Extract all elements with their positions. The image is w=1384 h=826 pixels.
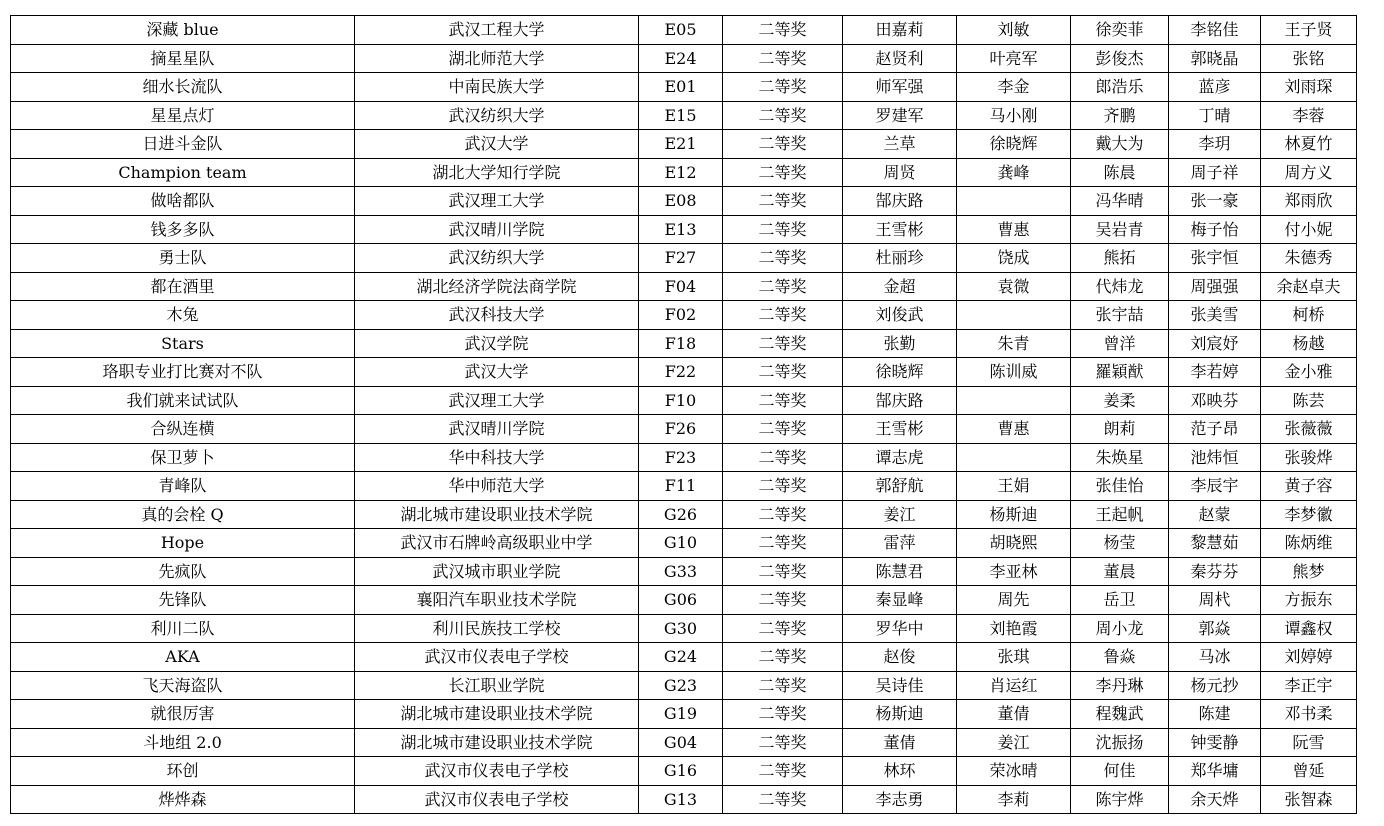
advisor-2-cell: 袁微 (957, 272, 1071, 301)
advisor-2-cell: 姜江 (957, 728, 1071, 757)
member-2-cell: 秦芬芬 (1169, 557, 1261, 586)
member-2-cell: 黎慧茹 (1169, 529, 1261, 558)
award-cell: 二等奖 (723, 101, 843, 130)
member-1-cell: 代炜龙 (1071, 272, 1169, 301)
school-cell: 武汉晴川学院 (355, 415, 639, 444)
member-2-cell: 陈建 (1169, 700, 1261, 729)
member-1-cell: 熊拓 (1071, 244, 1169, 273)
advisor-2-cell: 曹惠 (957, 415, 1071, 444)
member-3-cell: 熊梦 (1261, 557, 1357, 586)
advisor-1-cell: 李志勇 (843, 785, 957, 814)
team-code-cell: E15 (639, 101, 723, 130)
member-2-cell: 郭焱 (1169, 614, 1261, 643)
award-cell: 二等奖 (723, 443, 843, 472)
award-cell: 二等奖 (723, 130, 843, 159)
member-1-cell: 张佳怡 (1071, 472, 1169, 501)
table-row (11, 101, 1357, 130)
school-cell: 武汉工程大学 (355, 16, 639, 45)
member-2-cell: 钟雯静 (1169, 728, 1261, 757)
member-1-cell: 董晨 (1071, 557, 1169, 586)
member-1-cell: 何佳 (1071, 757, 1169, 786)
member-1-cell: 陈宇烨 (1071, 785, 1169, 814)
member-1-cell: 沈振扬 (1071, 728, 1169, 757)
team-code-cell: E24 (639, 44, 723, 73)
member-3-cell: 邓书柔 (1261, 700, 1357, 729)
member-1-cell: 徐奕菲 (1071, 16, 1169, 45)
table-row (11, 130, 1357, 159)
school-cell: 湖北城市建设职业技术学院 (355, 700, 639, 729)
team-code-cell: G26 (639, 500, 723, 529)
member-3-cell: 金小雅 (1261, 358, 1357, 387)
award-cell: 二等奖 (723, 358, 843, 387)
advisor-1-cell: 张勤 (843, 329, 957, 358)
table-row (11, 244, 1357, 273)
school-cell: 华中师范大学 (355, 472, 639, 501)
table-row (11, 785, 1357, 814)
member-3-cell: 张骏烨 (1261, 443, 1357, 472)
member-3-cell: 张智森 (1261, 785, 1357, 814)
team-code-cell: G24 (639, 643, 723, 672)
advisor-2-cell (957, 301, 1071, 330)
advisor-2-cell: 徐晓辉 (957, 130, 1071, 159)
member-3-cell: 刘婷婷 (1261, 643, 1357, 672)
table-row (11, 757, 1357, 786)
award-cell: 二等奖 (723, 757, 843, 786)
table-row (11, 728, 1357, 757)
team-name-cell: 烨烨森 (11, 785, 355, 814)
advisor-1-cell: 罗建军 (843, 101, 957, 130)
school-cell: 武汉理工大学 (355, 187, 639, 216)
school-cell: 武汉学院 (355, 329, 639, 358)
table-row (11, 187, 1357, 216)
advisor-1-cell: 赵贤利 (843, 44, 957, 73)
table-row (11, 386, 1357, 415)
member-2-cell: 余天烨 (1169, 785, 1261, 814)
advisor-1-cell: 吴诗佳 (843, 671, 957, 700)
table-row (11, 500, 1357, 529)
team-code-cell: G06 (639, 586, 723, 615)
member-1-cell: 戴大为 (1071, 130, 1169, 159)
table-row (11, 16, 1357, 45)
member-3-cell: 黄子容 (1261, 472, 1357, 501)
team-code-cell: E21 (639, 130, 723, 159)
team-name-cell: 斗地组 2.0 (11, 728, 355, 757)
award-cell: 二等奖 (723, 728, 843, 757)
table-row (11, 215, 1357, 244)
team-name-cell: 合纵连横 (11, 415, 355, 444)
advisor-2-cell (957, 443, 1071, 472)
member-1-cell: 张宇喆 (1071, 301, 1169, 330)
awards-table (10, 15, 1357, 814)
team-name-cell: Stars (11, 329, 355, 358)
advisor-1-cell: 杜丽珍 (843, 244, 957, 273)
school-cell: 武汉市仪表电子学校 (355, 785, 639, 814)
member-3-cell: 周方义 (1261, 158, 1357, 187)
team-name-cell: Hope (11, 529, 355, 558)
member-3-cell: 付小妮 (1261, 215, 1357, 244)
team-code-cell: G19 (639, 700, 723, 729)
team-code-cell: F11 (639, 472, 723, 501)
school-cell: 湖北城市建设职业技术学院 (355, 500, 639, 529)
school-cell: 武汉大学 (355, 358, 639, 387)
member-2-cell: 刘宸妤 (1169, 329, 1261, 358)
member-3-cell: 李梦徽 (1261, 500, 1357, 529)
advisor-1-cell: 王雪彬 (843, 215, 957, 244)
team-name-cell: 我们就来试试队 (11, 386, 355, 415)
team-code-cell: F02 (639, 301, 723, 330)
member-1-cell: 冯华晴 (1071, 187, 1169, 216)
member-3-cell: 王子贤 (1261, 16, 1357, 45)
advisor-2-cell: 张琪 (957, 643, 1071, 672)
member-3-cell: 郑雨欣 (1261, 187, 1357, 216)
school-cell: 湖北师范大学 (355, 44, 639, 73)
member-2-cell: 梅子怡 (1169, 215, 1261, 244)
member-1-cell: 彭俊杰 (1071, 44, 1169, 73)
member-2-cell: 李若婷 (1169, 358, 1261, 387)
school-cell: 武汉大学 (355, 130, 639, 159)
awards-sheet (10, 15, 1357, 814)
school-cell: 湖北经济学院法商学院 (355, 272, 639, 301)
school-cell: 华中科技大学 (355, 443, 639, 472)
member-3-cell: 陈芸 (1261, 386, 1357, 415)
member-1-cell: 曾洋 (1071, 329, 1169, 358)
advisor-1-cell: 郜庆路 (843, 187, 957, 216)
advisor-1-cell: 雷萍 (843, 529, 957, 558)
award-cell: 二等奖 (723, 272, 843, 301)
school-cell: 湖北大学知行学院 (355, 158, 639, 187)
team-name-cell: AKA (11, 643, 355, 672)
table-row (11, 586, 1357, 615)
team-name-cell: 日进斗金队 (11, 130, 355, 159)
member-3-cell: 李正宇 (1261, 671, 1357, 700)
member-3-cell: 阮雪 (1261, 728, 1357, 757)
member-1-cell: 程魏武 (1071, 700, 1169, 729)
team-code-cell: F22 (639, 358, 723, 387)
member-3-cell: 张薇薇 (1261, 415, 1357, 444)
advisor-1-cell: 谭志虎 (843, 443, 957, 472)
advisor-2-cell (957, 386, 1071, 415)
table-row (11, 443, 1357, 472)
advisor-1-cell: 陈慧君 (843, 557, 957, 586)
team-code-cell: G23 (639, 671, 723, 700)
member-3-cell: 柯桥 (1261, 301, 1357, 330)
member-3-cell: 刘雨琛 (1261, 73, 1357, 102)
member-3-cell: 杨越 (1261, 329, 1357, 358)
school-cell: 武汉市仪表电子学校 (355, 757, 639, 786)
team-name-cell: 真的会栓 Q (11, 500, 355, 529)
advisor-1-cell: 郭舒航 (843, 472, 957, 501)
advisor-1-cell: 罗华中 (843, 614, 957, 643)
advisor-2-cell: 李金 (957, 73, 1071, 102)
advisor-2-cell: 饶成 (957, 244, 1071, 273)
table-row (11, 301, 1357, 330)
member-2-cell: 范子昂 (1169, 415, 1261, 444)
member-2-cell: 丁晴 (1169, 101, 1261, 130)
team-name-cell: 摘星星队 (11, 44, 355, 73)
award-cell: 二等奖 (723, 643, 843, 672)
team-name-cell: 深藏 blue (11, 16, 355, 45)
team-code-cell: G04 (639, 728, 723, 757)
advisor-1-cell: 徐晓辉 (843, 358, 957, 387)
award-cell: 二等奖 (723, 73, 843, 102)
member-3-cell: 朱德秀 (1261, 244, 1357, 273)
member-2-cell: 郑华墉 (1169, 757, 1261, 786)
table-row (11, 272, 1357, 301)
award-cell: 二等奖 (723, 386, 843, 415)
award-cell: 二等奖 (723, 158, 843, 187)
team-name-cell: 木兔 (11, 301, 355, 330)
team-name-cell: Champion team (11, 158, 355, 187)
advisor-2-cell: 陈训威 (957, 358, 1071, 387)
advisor-1-cell: 杨斯迪 (843, 700, 957, 729)
member-3-cell: 余赵卓夫 (1261, 272, 1357, 301)
member-1-cell: 朱焕星 (1071, 443, 1169, 472)
table-row (11, 472, 1357, 501)
team-code-cell: G30 (639, 614, 723, 643)
team-code-cell: G13 (639, 785, 723, 814)
school-cell: 中南民族大学 (355, 73, 639, 102)
award-cell: 二等奖 (723, 500, 843, 529)
team-code-cell: G16 (639, 757, 723, 786)
table-row (11, 158, 1357, 187)
member-2-cell: 邓映芬 (1169, 386, 1261, 415)
advisor-1-cell: 林环 (843, 757, 957, 786)
member-1-cell: 齐鹏 (1071, 101, 1169, 130)
team-code-cell: F18 (639, 329, 723, 358)
advisor-1-cell: 赵俊 (843, 643, 957, 672)
table-row (11, 44, 1357, 73)
table-row (11, 73, 1357, 102)
advisor-2-cell: 胡晓熙 (957, 529, 1071, 558)
advisor-1-cell: 王雪彬 (843, 415, 957, 444)
team-name-cell: 勇士队 (11, 244, 355, 273)
award-cell: 二等奖 (723, 529, 843, 558)
advisor-2-cell: 王娟 (957, 472, 1071, 501)
member-2-cell: 周子祥 (1169, 158, 1261, 187)
advisor-1-cell: 董倩 (843, 728, 957, 757)
member-1-cell: 周小龙 (1071, 614, 1169, 643)
member-1-cell: 李丹琳 (1071, 671, 1169, 700)
member-2-cell: 蓝彦 (1169, 73, 1261, 102)
team-code-cell: E05 (639, 16, 723, 45)
award-cell: 二等奖 (723, 557, 843, 586)
award-cell: 二等奖 (723, 215, 843, 244)
award-cell: 二等奖 (723, 44, 843, 73)
team-name-cell: 就很厉害 (11, 700, 355, 729)
school-cell: 武汉晴川学院 (355, 215, 639, 244)
team-name-cell: 都在酒里 (11, 272, 355, 301)
advisor-2-cell: 叶亮军 (957, 44, 1071, 73)
member-1-cell: 姜柔 (1071, 386, 1169, 415)
table-row (11, 329, 1357, 358)
team-code-cell: E01 (639, 73, 723, 102)
award-cell: 二等奖 (723, 301, 843, 330)
table-row (11, 671, 1357, 700)
advisor-1-cell: 郜庆路 (843, 386, 957, 415)
member-1-cell: 郎浩乐 (1071, 73, 1169, 102)
school-cell: 利川民族技工学校 (355, 614, 639, 643)
member-3-cell: 林夏竹 (1261, 130, 1357, 159)
member-2-cell: 周杙 (1169, 586, 1261, 615)
member-3-cell: 谭鑫权 (1261, 614, 1357, 643)
advisor-2-cell: 刘艳霞 (957, 614, 1071, 643)
award-cell: 二等奖 (723, 472, 843, 501)
advisor-1-cell: 姜江 (843, 500, 957, 529)
team-name-cell: 青峰队 (11, 472, 355, 501)
member-1-cell: 王起帆 (1071, 500, 1169, 529)
school-cell: 湖北城市建设职业技术学院 (355, 728, 639, 757)
school-cell: 武汉理工大学 (355, 386, 639, 415)
team-name-cell: 细水长流队 (11, 73, 355, 102)
award-cell: 二等奖 (723, 785, 843, 814)
award-cell: 二等奖 (723, 700, 843, 729)
advisor-2-cell: 刘敏 (957, 16, 1071, 45)
award-cell: 二等奖 (723, 671, 843, 700)
team-code-cell: E08 (639, 187, 723, 216)
team-code-cell: F04 (639, 272, 723, 301)
member-1-cell: 岳卫 (1071, 586, 1169, 615)
member-2-cell: 李玥 (1169, 130, 1261, 159)
team-name-cell: 飞天海盗队 (11, 671, 355, 700)
member-2-cell: 李辰宇 (1169, 472, 1261, 501)
member-1-cell: 朗莉 (1071, 415, 1169, 444)
advisor-2-cell: 龚峰 (957, 158, 1071, 187)
award-cell: 二等奖 (723, 16, 843, 45)
team-code-cell: E13 (639, 215, 723, 244)
team-code-cell: F10 (639, 386, 723, 415)
member-2-cell: 张美雪 (1169, 301, 1261, 330)
table-row (11, 700, 1357, 729)
member-3-cell: 李蓉 (1261, 101, 1357, 130)
school-cell: 武汉科技大学 (355, 301, 639, 330)
team-code-cell: F23 (639, 443, 723, 472)
team-name-cell: 先疯队 (11, 557, 355, 586)
team-code-cell: F27 (639, 244, 723, 273)
award-cell: 二等奖 (723, 329, 843, 358)
advisor-2-cell: 李莉 (957, 785, 1071, 814)
table-row (11, 557, 1357, 586)
award-cell: 二等奖 (723, 614, 843, 643)
team-code-cell: G33 (639, 557, 723, 586)
award-cell: 二等奖 (723, 415, 843, 444)
team-name-cell: 环创 (11, 757, 355, 786)
school-cell: 长江职业学院 (355, 671, 639, 700)
school-cell: 襄阳汽车职业技术学院 (355, 586, 639, 615)
award-cell: 二等奖 (723, 244, 843, 273)
advisor-2-cell: 董倩 (957, 700, 1071, 729)
member-2-cell: 马冰 (1169, 643, 1261, 672)
team-name-cell: 先锋队 (11, 586, 355, 615)
table-row (11, 358, 1357, 387)
school-cell: 武汉市仪表电子学校 (355, 643, 639, 672)
member-2-cell: 张一豪 (1169, 187, 1261, 216)
advisor-2-cell: 杨斯迪 (957, 500, 1071, 529)
team-code-cell: F26 (639, 415, 723, 444)
member-1-cell: 羅穎猷 (1071, 358, 1169, 387)
member-2-cell: 杨元抄 (1169, 671, 1261, 700)
member-2-cell: 周强强 (1169, 272, 1261, 301)
advisor-2-cell: 马小刚 (957, 101, 1071, 130)
school-cell: 武汉市石牌岭高级职业中学 (355, 529, 639, 558)
advisor-1-cell: 金超 (843, 272, 957, 301)
team-name-cell: 保卫萝卜 (11, 443, 355, 472)
advisor-2-cell: 朱青 (957, 329, 1071, 358)
advisor-1-cell: 刘俊武 (843, 301, 957, 330)
member-1-cell: 陈晨 (1071, 158, 1169, 187)
member-3-cell: 张铭 (1261, 44, 1357, 73)
advisor-2-cell: 荣冰晴 (957, 757, 1071, 786)
team-code-cell: G10 (639, 529, 723, 558)
advisor-2-cell: 周先 (957, 586, 1071, 615)
school-cell: 武汉城市职业学院 (355, 557, 639, 586)
table-row (11, 643, 1357, 672)
member-3-cell: 曾延 (1261, 757, 1357, 786)
member-2-cell: 郭晓晶 (1169, 44, 1261, 73)
team-name-cell: 利川二队 (11, 614, 355, 643)
award-cell: 二等奖 (723, 586, 843, 615)
member-3-cell: 方振东 (1261, 586, 1357, 615)
member-2-cell: 李铭佳 (1169, 16, 1261, 45)
member-2-cell: 赵蒙 (1169, 500, 1261, 529)
team-name-cell: 做啥都队 (11, 187, 355, 216)
table-row (11, 415, 1357, 444)
advisor-2-cell: 李亚林 (957, 557, 1071, 586)
member-2-cell: 池炜恒 (1169, 443, 1261, 472)
team-name-cell: 珞职专业打比赛对不队 (11, 358, 355, 387)
advisor-1-cell: 秦显峰 (843, 586, 957, 615)
member-2-cell: 张宇恒 (1169, 244, 1261, 273)
school-cell: 武汉纺织大学 (355, 244, 639, 273)
advisor-2-cell: 肖运红 (957, 671, 1071, 700)
advisor-2-cell: 曹惠 (957, 215, 1071, 244)
member-1-cell: 鲁焱 (1071, 643, 1169, 672)
school-cell: 武汉纺织大学 (355, 101, 639, 130)
table-body (11, 16, 1357, 814)
advisor-2-cell (957, 187, 1071, 216)
member-1-cell: 杨莹 (1071, 529, 1169, 558)
team-code-cell: E12 (639, 158, 723, 187)
table-row (11, 529, 1357, 558)
advisor-1-cell: 周贤 (843, 158, 957, 187)
member-1-cell: 吴岩青 (1071, 215, 1169, 244)
team-name-cell: 星星点灯 (11, 101, 355, 130)
advisor-1-cell: 田嘉莉 (843, 16, 957, 45)
table-row (11, 614, 1357, 643)
advisor-1-cell: 师军强 (843, 73, 957, 102)
award-cell: 二等奖 (723, 187, 843, 216)
advisor-1-cell: 兰草 (843, 130, 957, 159)
team-name-cell: 钱多多队 (11, 215, 355, 244)
member-3-cell: 陈炳维 (1261, 529, 1357, 558)
